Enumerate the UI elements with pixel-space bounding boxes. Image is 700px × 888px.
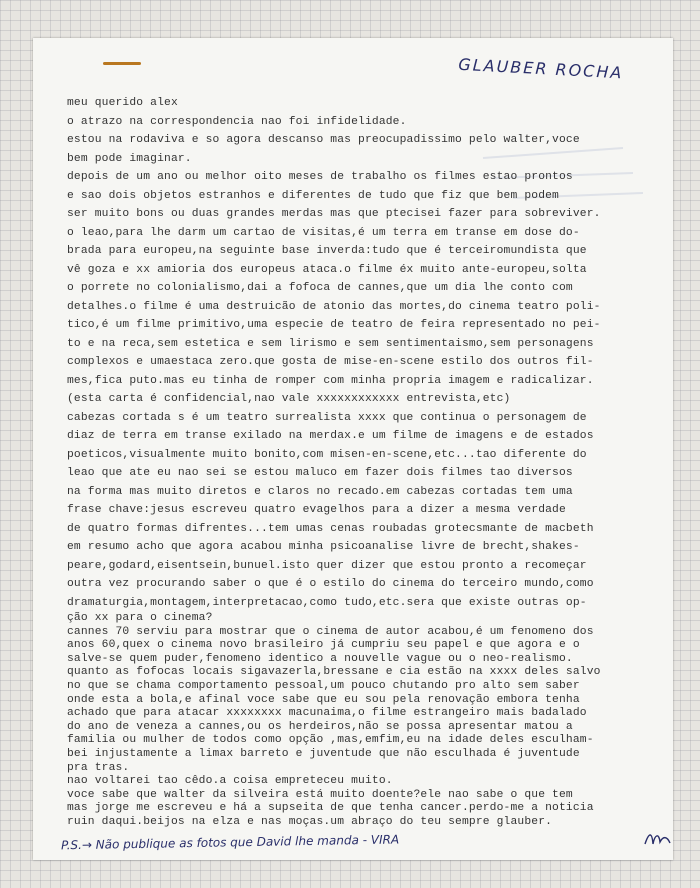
letter-line: meu querido alex <box>67 97 178 109</box>
letter-line: anos 60,quex o cinema novo brasileiro já cumpriu seu papel e que agora e o <box>67 639 580 652</box>
letter-line: diaz de terra em transe exilado na merdax.e um filme de imagens e de estados <box>67 430 594 442</box>
letter-line: mas jorge me escreveu e há a supseita de que tenha cancer.perdo-me a noticia <box>67 802 594 815</box>
letter-line: quanto as fofocas locais sigavazerla,bressane e cia estão na xxxx deles salvo <box>67 666 601 679</box>
paperclip-mark <box>103 62 141 65</box>
letter-sheet <box>33 38 673 860</box>
letter-line: familia ou mulher de todos como opção ,mas,emfim,eu na idade deles esculham- <box>67 734 594 747</box>
letter-line: vê goza e xx amioria dos europeus ataca.o filme éx muito ante-europeu,solta <box>67 263 587 276</box>
letter-line: ção xx para o cinema? <box>67 612 213 624</box>
letter-line: o leao,para lhe darm um cartao de visitas,é um terra em transe em dose do- <box>67 226 580 239</box>
letter-line: achado que para atacar xxxxxxxx macunaima,o filme estrangeiro mais badalado <box>67 707 587 720</box>
letter-line: bei injustamente a limax barreto e juventude que não esculhada é juventude <box>67 747 580 760</box>
letter-line: cabezas cortada s é um teatro surrealista xxxx que continua o personagem de <box>67 411 587 424</box>
letter-line: mes,fica puto.mas eu tinha de romper com minha propria imagem e radicalizar. <box>67 374 594 387</box>
letter-line: o atrazo na correspondencia nao foi infidelidade. <box>67 115 407 128</box>
letter-line: em resumo acho que agora acabou minha psicoanalise livre de brecht,shakes- <box>67 541 580 553</box>
letter-line: poeticos,visualmente muito bonito,com misen-en-scene,etc...tao diferente do <box>67 448 587 461</box>
letter-line: e sao dois objetos estranhos e diferentes de tudo que fiz que bem podem <box>67 189 559 202</box>
letter-line: frase chave:jesus escreveu quatro evagelhos para a dizer a mesma verdade <box>67 504 566 516</box>
author-name-handwritten: GLAUBER ROCHA <box>457 54 624 83</box>
letter-line: peare,godard,eisentsein,bunuel.isto quer dizer que estou pronto a recomeçar <box>67 559 587 572</box>
letter-line: complexos e umaestaca zero.que gosta de mise-en-scene estilo dos outros fil- <box>67 356 594 368</box>
letter-body <box>67 94 671 830</box>
letter-line: pra tras. <box>67 761 130 774</box>
letter-line: ser muito bons ou duas grandes merdas mas que ptecisei fazer para sobreviver. <box>67 208 601 220</box>
letter-line: nao voltarei tao cêdo.a coisa empreteceu muito. <box>67 775 393 788</box>
letter-line: de quatro formas difrentes...tem umas cenas roubadas grotecsmante de macbeth <box>67 522 594 535</box>
letter-line: brada para europeu,na seguinte base inverda:tudo que é terceiromundista que <box>67 245 587 257</box>
letter-line: outra vez procurando saber o que é o estilo do cinema do terceiro mundo,como <box>67 578 594 590</box>
handwritten-postscript: P.S.→ Não publique as fotos que David lhe manda - VIRA <box>60 832 400 853</box>
letter-line: (esta carta é confidencial,nao vale xxxxxxxxxxxx entrevista,etc) <box>67 393 511 405</box>
letter-line: dramaturgia,montagem,interpretacao,como tudo,etc.sera que existe outras op- <box>67 596 587 609</box>
letter-line: tico,é um filme primitivo,uma especie de teatro de feira representado no pei- <box>67 319 601 331</box>
letter-line: o porrete no colonialismo,dai a fofoca de cannes,que um dia lhe conto com <box>67 282 573 294</box>
letter-line: ruin daqui.beijos na elza e nas moças.um abraço do teu sempre glauber. <box>67 815 553 828</box>
letter-line: to e na reca,sem estetica e sem lirismo e sem sentimentaismo,sem personagens <box>67 337 594 350</box>
letter-line: detalhes.o filme é uma destruicão de atonio das mortes,do cinema teatro poli- <box>67 300 601 313</box>
letter-line: bem pode imaginar. <box>67 152 192 165</box>
letter-line: estou na rodaviva e so agora descanso mas preocupadissimo pelo walter,voce <box>67 134 580 146</box>
letter-line: leao que ate eu nao sei se estou maluco em fazer dois filmes tao diversos <box>67 467 573 479</box>
signature-mark <box>643 830 673 848</box>
letter-line: na forma mas muito diretos e claros no recado.em cabezas cortadas tem uma <box>67 485 573 498</box>
letter-line: do ano de veneza a cannes,ou os herdeiros,não se possa apresentar matou a <box>67 720 573 733</box>
letter-line: onde esta a bola,e afinal voce sabe que eu sou pela renovação embora tenha <box>67 693 580 706</box>
letter-line: voce sabe que walter da silveira está muito doente?ele nao sabe o que tem <box>67 788 573 801</box>
letter-line: cannes 70 serviu para mostrar que o cinema de autor acabou,é um fenomeno dos <box>67 625 594 638</box>
letter-line: no que se chama comportamento pessoal,um pouco chutando pro alto sem saber <box>67 679 580 692</box>
letter-line: depois de um ano ou melhor oito meses de trabalho os filmes estao prontos <box>67 171 573 183</box>
letter-line: salve-se quem puder,fenomeno identico a nouvelle vague ou o neo-realismo. <box>67 652 573 665</box>
